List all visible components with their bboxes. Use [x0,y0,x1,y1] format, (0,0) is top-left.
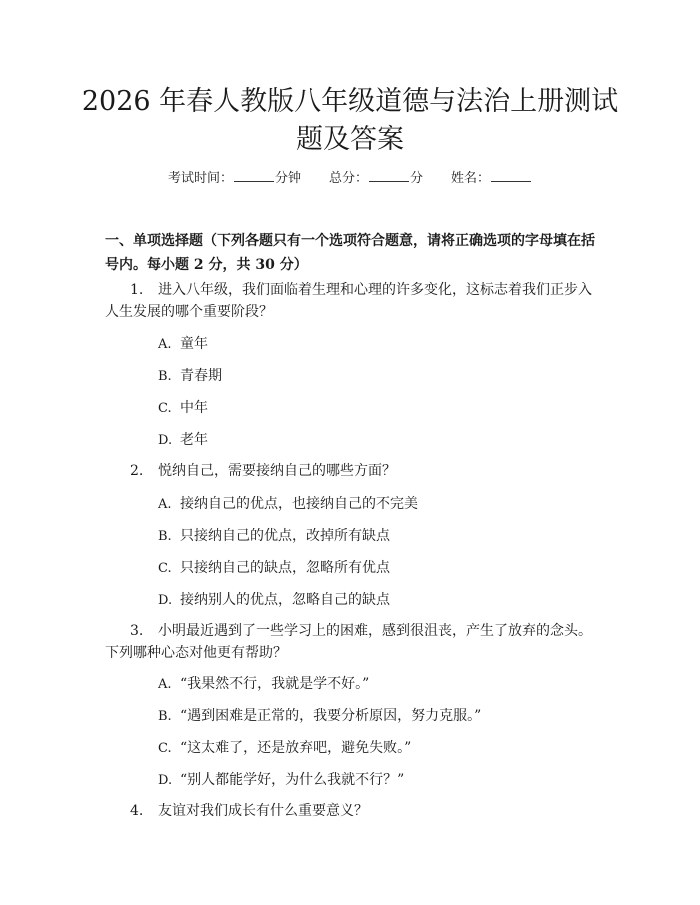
exam-title-line-2: 题及答案 [296,124,404,155]
exam-meta [0,168,700,189]
question-2-option-b: B. 只接纳自己的优点，改掉所有缺点 [158,528,390,544]
question-3-option-c: C. “这太难了，还是放弃吧，避免失败。” [158,740,412,756]
question-3-option-b: B. “遇到困难是正常的，我要分析原因，努力克服。” [158,708,482,724]
question-2-option-d: D. 接纳别人的优点，忽略自己的缺点 [158,592,390,608]
question-3-option-d: D. “别人都能学好，为什么我就不行？” [158,772,405,788]
question-1-option-a: A. 童年 [158,336,208,352]
question-2-number: 2. [130,463,144,479]
question-4 [105,800,597,822]
question-2-option-a: A. 接纳自己的优点，也接纳自己的不完美 [158,496,418,512]
exam-time-unit: 分钟 [274,171,301,186]
total-score-label: 总分： [328,171,368,186]
question-1-number: 1. [130,282,144,298]
question-4-number: 4. [130,803,144,819]
total-score-field [329,168,423,189]
question-1-text: 进入八年级，我们面临着生理和心理的许多变化，这标志着我们正步入人生发展的哪个重要阶段？ [105,282,592,320]
exam-title-line-1: 2026 年春人教版八年级道德与法治上册测试 [81,86,619,117]
question-2-option-c: C. 只接纳自己的缺点，忽略所有优点 [158,560,390,576]
question-3 [105,620,597,664]
question-3-number: 3. [130,623,144,639]
question-2-text: 悦纳自己，需要接纳自己的哪些方面？ [158,463,396,479]
total-score-unit: 分 [410,171,424,186]
total-score-blank [369,168,409,182]
name-label: 姓名： [451,171,491,186]
question-2 [105,460,597,482]
question-3-text: 小明最近遇到了一些学习上的困难，感到很沮丧，产生了放弃的念头。下列哪种心态对他更有帮助？ [105,623,592,661]
section-heading: 一、单项选择题（下列各题只有一个选项符合题意，请将正确选项的字母填在括号内。每小题 2 分，共 30 分） [105,233,595,273]
question-1-option-c: C. 中年 [158,400,208,416]
exam-time-blank [234,168,274,182]
question-1 [105,279,597,323]
question-1-option-b: B. 青春期 [158,368,222,384]
question-1-option-d: D. 老年 [158,432,208,448]
question-3-option-a: A. “我果然不行，我就是学不好。” [158,676,370,692]
name-field [451,168,532,189]
exam-time-label: 考试时间： [167,171,233,186]
exam-time-field [168,168,301,189]
question-4-text: 友谊对我们成长有什么重要意义？ [158,803,368,819]
name-blank [491,168,531,182]
